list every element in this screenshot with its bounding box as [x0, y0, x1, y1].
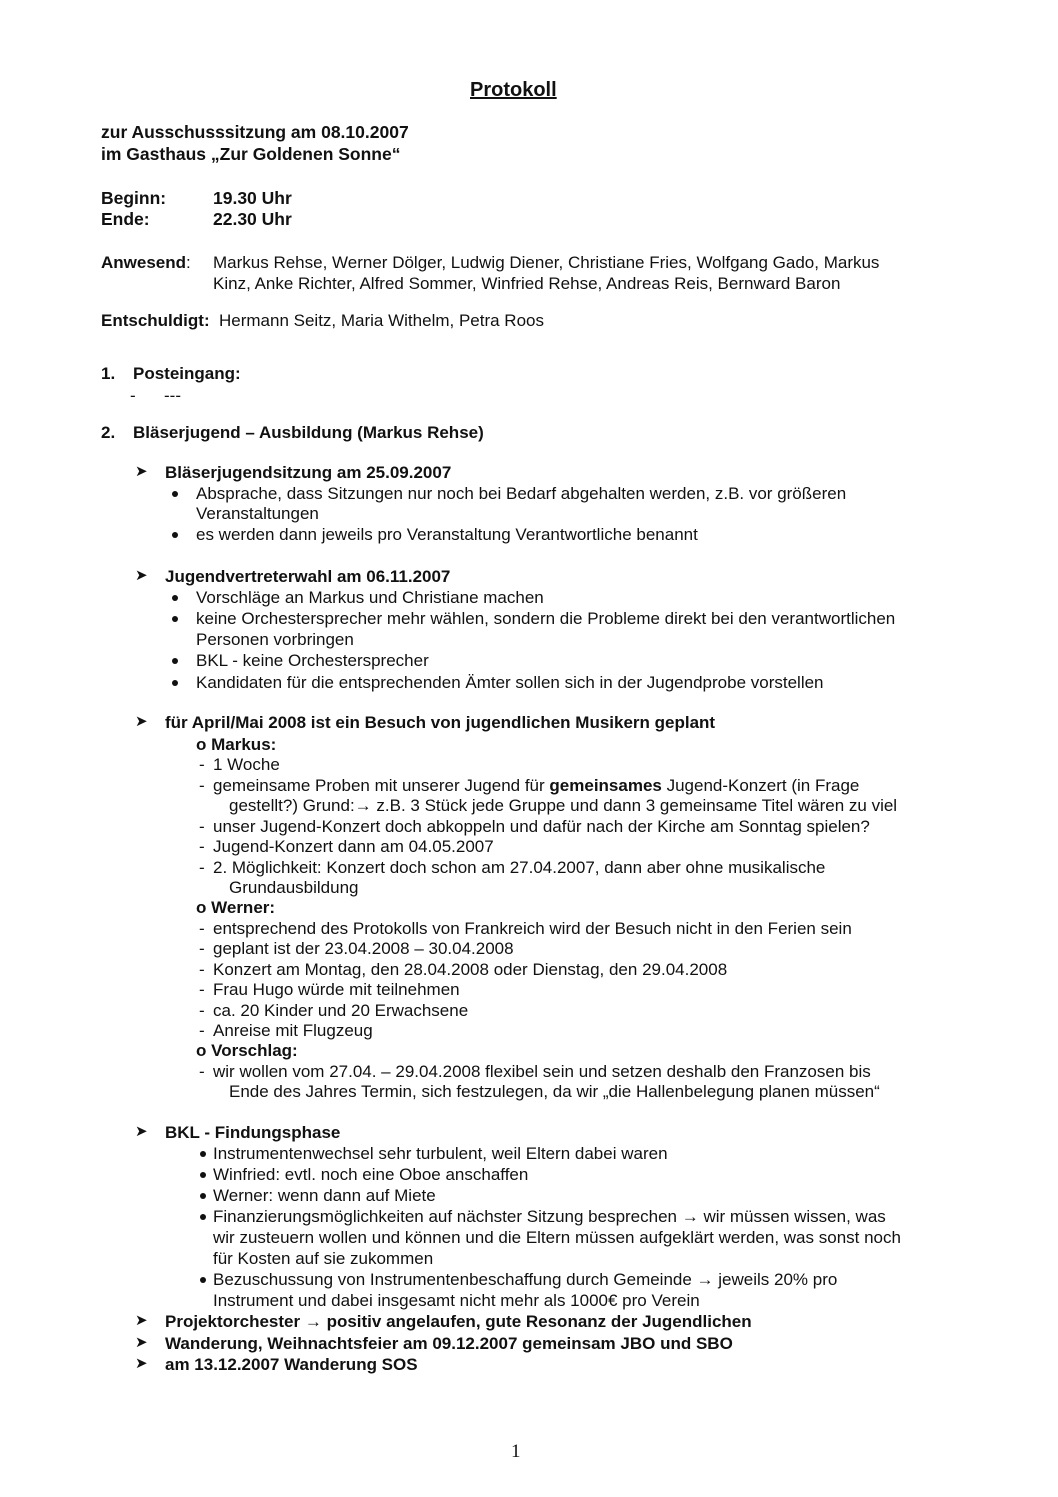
markus-heading-text: Markus: [211, 735, 277, 754]
section-2-title: Bläserjugend – Ausbildung (Markus Rehse) [133, 423, 484, 442]
present-line-2: Kinz, Anke Richter, Alfred Sommer, Winfried Rehse, Andreas Reis, Bernward Baron [213, 274, 841, 293]
circle-bullet-icon: o [196, 1041, 207, 1060]
werner-item-2: geplant ist der 23.04.2008 – 30.04.2008 [213, 939, 514, 958]
dash-marker: - [199, 919, 205, 938]
dash-marker: - [199, 817, 205, 836]
begin-value: 19.30 Uhr [213, 188, 292, 208]
werner-item-1: entsprechend des Protokolls von Frankreich wird der Besuch nicht in den Ferien sein [213, 919, 852, 938]
agenda-4-bullet-4-line-2: wir zusteuern wollen und können und die Eltern müssen aufgeklärt werden, was sonst noch [213, 1228, 901, 1247]
bullet-icon [200, 1277, 206, 1283]
agenda-2-bullet-2-line-1: keine Orchestersprecher mehr wählen, sondern die Probleme direkt bei den verantwortlichen [196, 609, 896, 628]
proposal-heading [196, 1040, 298, 1061]
agenda-4-bullet-5-line-2: Instrument und dabei insgesamt nicht mehr als 1000€ pro Verein [213, 1291, 700, 1310]
arrow-bullet-icon: ➤ [135, 463, 148, 480]
agenda-2-bullet-3: BKL - keine Orchestersprecher [196, 651, 429, 670]
proposal-item-line-2: Ende des Jahres Termin, sich festzulegen, da wir „die Hallenbelegung planen müssen“ [229, 1082, 880, 1101]
dash-marker: - [199, 858, 205, 877]
excused-label: Entschuldigt: [101, 311, 210, 330]
markus-item-2-pre: gemeinsame Proben mit unserer Jugend für [213, 776, 550, 795]
agenda-1-title: Bläserjugendsitzung am 25.09.2007 [165, 463, 452, 482]
circle-bullet-icon: o [196, 735, 207, 754]
dash-marker: - [199, 837, 205, 856]
werner-item-3: Konzert am Montag, den 28.04.2008 oder Dienstag, den 29.04.2008 [213, 960, 728, 979]
dash-marker: - [199, 939, 205, 958]
markus-item-5-line-1: 2. Möglichkeit: Konzert doch schon am 27.04.2007, dann aber ohne musikalische [213, 858, 826, 877]
dash-marker: - [199, 960, 205, 979]
agenda-4-bullet-2: Winfried: evtl. noch eine Oboe anschaffen [213, 1165, 529, 1184]
markus-item-2-line-2: gestellt?) Grund:→ z.B. 3 Stück jede Gruppe und dann 3 gemeinsame Titel wären zu viel [229, 796, 898, 815]
dash-marker: - [199, 776, 205, 795]
bullet-icon [200, 1151, 206, 1157]
bullet-icon [172, 532, 178, 538]
werner-heading [196, 897, 275, 918]
markus-item-2-line-1 [213, 775, 859, 796]
werner-heading-text: Werner: [211, 898, 276, 917]
meeting-location: im Gasthaus „Zur Goldenen Sonne“ [101, 144, 401, 164]
markus-item-2-post: Jugend-Konzert (in Frage [661, 776, 860, 795]
agenda-5-pre: Projektorchester [165, 1312, 305, 1331]
bullet-icon [172, 491, 178, 497]
arrow-bullet-icon: ➤ [135, 1355, 148, 1372]
arrow-bullet-icon: ➤ [135, 713, 148, 730]
arrow-right-icon: → [304, 1312, 322, 1331]
proposal-heading-text: Vorschlag: [211, 1041, 298, 1060]
agenda-2-bullet-2-line-2: Personen vorbringen [196, 630, 354, 649]
agenda-4-bullet-4-line-3: für Kosten auf sie zukommen [213, 1249, 434, 1268]
agenda-4-bullet-3: Werner: wenn dann auf Miete [213, 1186, 436, 1205]
agenda-2-bullet-4: Kandidaten für die entsprechenden Ämter sollen sich in der Jugendprobe vorstellen [196, 673, 824, 692]
markus-item-5-line-2: Grundausbildung [229, 878, 359, 897]
agenda-3-title: für April/Mai 2008 ist ein Besuch von jugendlichen Musikern geplant [165, 713, 716, 732]
dash-marker: - [199, 755, 205, 774]
dash-marker: - [199, 980, 205, 999]
circle-bullet-icon: o [196, 898, 207, 917]
markus-item-1: 1 Woche [213, 755, 280, 774]
present-label-group [101, 252, 191, 273]
markus-item-4: Jugend-Konzert dann am 04.05.2007 [213, 837, 494, 856]
agenda-5-post: positiv angelaufen, gute Resonanz der Jugendlichen [321, 1312, 752, 1331]
bullet-icon [172, 616, 178, 622]
arrow-bullet-icon: ➤ [135, 1312, 148, 1329]
present-line-1: Markus Rehse, Werner Dölger, Ludwig Diener, Christiane Fries, Wolfgang Gado, Markus [213, 253, 880, 272]
agenda-1-bullet-2: es werden dann jeweils pro Veranstaltung Verantwortliche benannt [196, 525, 698, 544]
agenda-7: am 13.12.2007 Wanderung SOS [165, 1355, 418, 1374]
arrow-bullet-icon: ➤ [135, 1123, 148, 1140]
arrow-bullet-icon: ➤ [135, 567, 148, 584]
agenda-4-title: BKL - Findungsphase [165, 1123, 341, 1142]
markus-heading [196, 734, 276, 755]
begin-label: Beginn: [101, 188, 167, 208]
bullet-icon [172, 680, 178, 686]
excused-value: Hermann Seitz, Maria Withelm, Petra Roos [219, 311, 544, 330]
proposal-item-line-1: wir wollen vom 27.04. – 29.04.2008 flexibel sein und setzen deshalb den Franzosen bis [213, 1062, 871, 1081]
dash-marker: - [199, 1021, 205, 1040]
section-1-number: 1. [101, 364, 116, 383]
end-value: 22.30 Uhr [213, 209, 292, 229]
bullet-icon [172, 595, 178, 601]
bullet-icon [200, 1172, 206, 1178]
agenda-6: Wanderung, Weihnachtsfeier am 09.12.2007 gemeinsam JBO und SBO [165, 1334, 733, 1353]
section-1-dash: - [130, 386, 136, 405]
present-label: Anwesend [101, 253, 187, 272]
agenda-4-bullet-1: Instrumentenwechsel sehr turbulent, weil Eltern dabei waren [213, 1144, 668, 1163]
arrow-bullet-icon: ➤ [135, 1334, 148, 1351]
agenda-2-title: Jugendvertreterwahl am 06.11.2007 [165, 567, 451, 586]
agenda-4-bullet-4-line-1: Finanzierungsmöglichkeiten auf nächster Sitzung besprechen → wir müssen wissen, was [213, 1207, 886, 1226]
end-label: Ende: [101, 209, 150, 229]
agenda-5 [165, 1311, 752, 1332]
werner-item-5: ca. 20 Kinder und 20 Erwachsene [213, 1001, 469, 1020]
bullet-icon [172, 658, 178, 664]
werner-item-4: Frau Hugo würde mit teilnehmen [213, 980, 460, 999]
bullet-icon [200, 1214, 206, 1220]
markus-item-3: unser Jugend-Konzert doch abkoppeln und dafür nach der Kirche am Sonntag spielen? [213, 817, 870, 836]
section-1-title: Posteingang: [133, 364, 241, 383]
bullet-icon [200, 1193, 206, 1199]
werner-item-6: Anreise mit Flugzeug [213, 1021, 373, 1040]
agenda-1-bullet-1-line-2: Veranstaltungen [196, 504, 319, 523]
meeting-subtitle: zur Ausschusssitzung am 08.10.2007 [101, 122, 409, 142]
markus-item-2-bold: gemeinsames [549, 776, 662, 795]
page-title: Protokoll [470, 79, 557, 101]
section-2-number: 2. [101, 423, 116, 442]
dash-marker: - [199, 1001, 205, 1020]
section-1-item: --- [164, 386, 181, 405]
agenda-4-bullet-5-line-1: Bezuschussung von Instrumentenbeschaffung durch Gemeinde → jeweils 20% pro [213, 1270, 838, 1289]
page-number: 1 [511, 1441, 521, 1462]
present-colon: : [186, 253, 191, 272]
agenda-2-bullet-1: Vorschläge an Markus und Christiane machen [196, 588, 544, 607]
agenda-1-bullet-1-line-1: Absprache, dass Sitzungen nur noch bei Bedarf abgehalten werden, z.B. vor größeren [196, 484, 847, 503]
dash-marker: - [199, 1062, 205, 1081]
